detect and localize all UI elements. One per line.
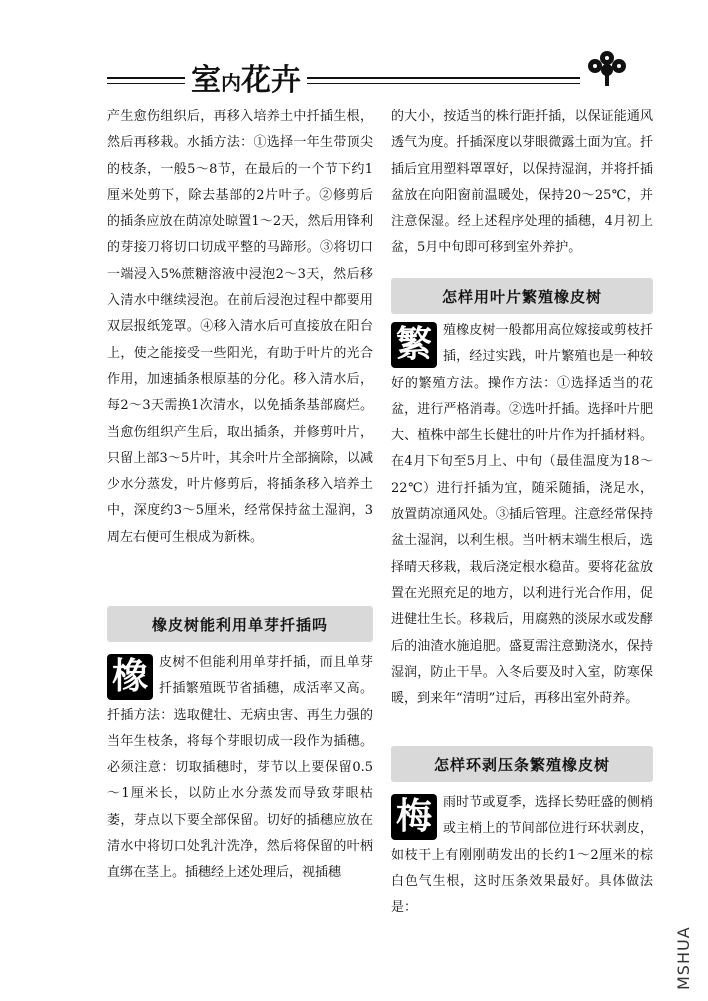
- flower-icon: [583, 48, 631, 88]
- section-body: 皮树不但能利用单芽扦插，而且单芽扦插繁殖既节省插穗，成活率又高。扦插方法：选取健壮、无病虫害、再生力强的当年生枝条，将每个芽眼切成一段作为插穗。必须注意：切取插穗时，芽节以上要保留0.5～1厘米长，以防止水分蒸发而导致芽眼枯萎，芽点以下要全部保留。切好的插穗应放在清水中将切口处乳汁洗净，然后将保留的叶柄直绑在茎上。插穗经上述处理后，视插穗: [107, 655, 373, 881]
- section-body: 殖橡皮树一般都用高位嫁接或剪枝扦插，经过实践，叶片繁殖也是一种较好的繁殖方法。操作方法：①选择适当的花盆，进行严格消毒。②选叶扦插。选择叶片肥大、植株中部生长健壮的叶片作为扦插材料。在4月下旬至5月上、中旬（最佳温度为18～22℃）进行扦插为宜，随采随插，浇足水，放置荫凉通风处。③插后管理。注意经常保持盆土湿润，以利生根。当叶柄末端生根后，选择晴天移栽，栽后浇定根水稳苗。要将花盆放置在光照充足的地方，以利进行光合作用，促进健壮生长。移栽后，用腐熟的淡尿水或发酵后的油渣水施追肥。盛夏需注意勤浇水，保持湿润，防止干旱。入冬后要及时入室，防寒保暖，到来年“清明”过后，再移出室外莳养。: [391, 323, 653, 707]
- left-column-text: [107, 104, 373, 551]
- section-heading-leaf-propagation: 怎样用叶片繁殖橡皮树: [391, 278, 653, 314]
- header-rule-right: [300, 77, 580, 79]
- section-body: 雨时节或夏季，选择长势旺盛的侧梢或主梢上的节间部位进行环状剥皮，如枝干上有刚刚萌发出的长约1～2厘米的棕白色气生根，这时压条效果最好。具体做法是：: [391, 795, 653, 916]
- right-paragraph: 的大小，按适当的株行距扦插，以保证能通风透气为度。扦插深度以芽眼微露土面为宜。扦插后宜用塑料罩罩好，以保持湿润，并将扦插盆放在向阳窗前温暖处，保持20～25℃，并注意保湿。经上述程序处理的插穗，4月初上盆，5月中旬即可移到室外养护。: [391, 109, 653, 256]
- section-heading-layering: 怎样环剥压条繁殖橡皮树: [391, 746, 653, 782]
- page-title-rest: 花卉: [241, 63, 301, 98]
- page-title-big: 室: [191, 63, 221, 98]
- header-rule-left: [107, 77, 187, 79]
- section-layering: [391, 790, 653, 921]
- right-column-text: [391, 104, 653, 262]
- drop-cap: 梅: [391, 794, 437, 840]
- drop-cap: 繁: [391, 322, 437, 368]
- section-single-bud: [107, 650, 373, 887]
- section-heading-single-bud: 橡皮树能利用单芽扦插吗: [107, 606, 373, 642]
- left-paragraph: 产生愈伤组织后，再移入培养土中扦插生根，然后再移栽。水插方法：①选择一年生带顶尖的枝条，一般5～8节，在最后的一个节下约1厘米处剪下，除去基部的2片叶子。②修剪后的插条应放在荫凉处晾置1～2天，然后用锋利的芽接刀将切口切成平整的马蹄形。③将切口一端浸入5%蔗糖溶液中浸泡2～3天，然后移入清水中继续浸泡。在前后浸泡过程中都要用双层报纸笼罩。④移入清水后可直接放在阳台上，使之能接受一些阳光，有助于叶片的光合作用，加速插条根原基的分化。移入清水后，每2～3天需换1次清水，以免插条基部腐烂。当愈伤组织产生后，取出插条，并修剪叶片，只留上部3～5片叶，其余叶片全部摘除，以减少水分蒸发，叶片修剪后，将插条移入培养土中，深度约3～5厘米，经常保持盆土湿润，3周左右便可生根成为新株。: [107, 109, 373, 545]
- header-rule-right-thin: [300, 83, 580, 84]
- header-rule-left-thin: [107, 83, 187, 84]
- page-title-small: 内: [221, 71, 241, 95]
- drop-cap: 橡: [107, 654, 153, 700]
- watermark: MSHUA: [674, 926, 693, 990]
- page-title: [185, 55, 307, 99]
- section-leaf-propagation: [391, 318, 653, 712]
